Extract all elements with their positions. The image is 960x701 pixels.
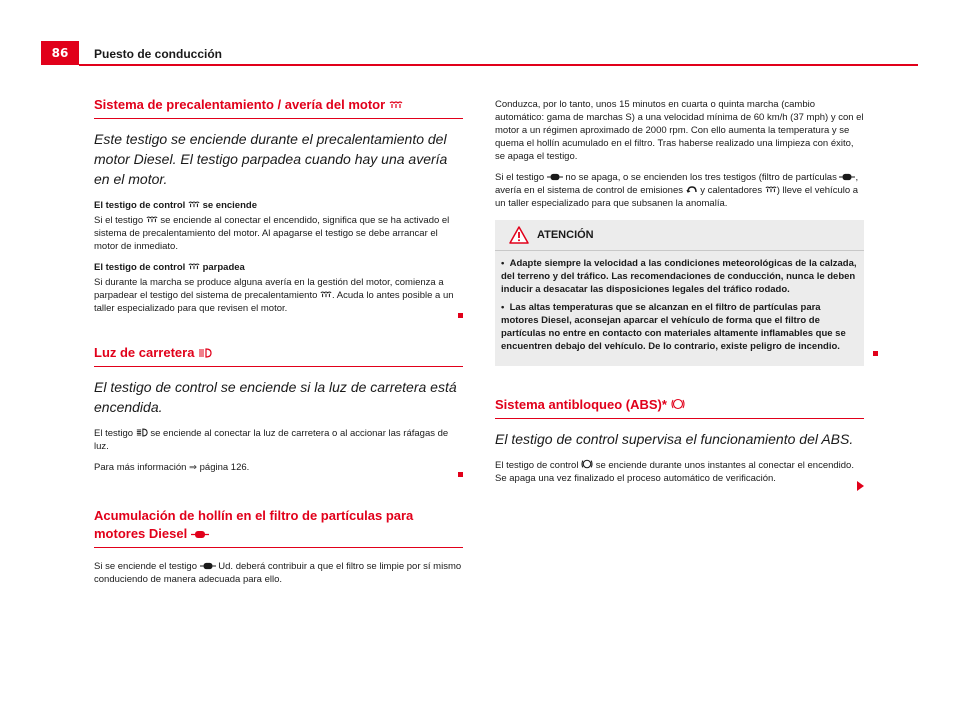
section-heading-highbeam bbox=[94, 344, 463, 367]
paragraph: Si el testigo se enciende al conectar el encendido, significa que se ha activado el sistema de precalentamiento del motor. Al apagarse el testigo se debe arrancar el motor de inmediato. bbox=[94, 215, 450, 252]
paragraph: Si se enciende el testigo Ud. deberá contribuir a que el filtro se limpie por sí mismo conduciendo de manera adecuada para ello. bbox=[94, 561, 462, 585]
section-lead: El testigo de control se enciende si la luz de carretera está encendida. bbox=[94, 379, 457, 415]
left-column bbox=[94, 96, 463, 594]
header-rule bbox=[79, 64, 918, 66]
paragraph: Si durante la marcha se produce alguna avería en la gestión del motor, comienza a parpadear el testigo del sistema de precalentamiento . Acuda lo antes posible a un taller especializado para que revisen el motor. bbox=[94, 277, 454, 314]
section-lead: Este testigo se enciende durante el precalentamiento del motor Diesel. El testigo parpadea cuando hay una avería en el motor. bbox=[94, 131, 448, 187]
glow-plug-icon bbox=[188, 201, 200, 209]
abs-icon bbox=[671, 398, 685, 410]
section-heading-glow bbox=[94, 96, 463, 119]
emissions-icon bbox=[686, 185, 698, 194]
glow-plug-icon bbox=[389, 101, 403, 110]
warning-item: • Adapte siempre la velocidad a las condiciones meteorológicas de la calzada, del terreno y del tráfico. Las recomendaciones de conducción, nunca le deben inducir a desacatar las disposiciones legales del tráfico rodado. bbox=[501, 258, 857, 295]
warning-box bbox=[495, 220, 864, 366]
particle-filter-icon bbox=[191, 530, 209, 539]
chapter-title: Puesto de conducción bbox=[94, 47, 223, 61]
section-end-mark bbox=[873, 351, 878, 356]
glow-plug-icon bbox=[765, 186, 777, 194]
section-title: Sistema antibloqueo (ABS)* bbox=[495, 397, 667, 412]
subheading: El testigo de control se enciende bbox=[94, 200, 257, 211]
high-beam-icon bbox=[198, 348, 212, 358]
particle-filter-icon bbox=[200, 562, 216, 570]
paragraph: Conduzca, por lo tanto, unos 15 minutos en cuarta o quinta marcha (cambio automático: gama de marchas S) a una velocidad mínima de 60 km/h (37 mph) y con el motor a un régimen aproximado de 2000 rpm. Con ello aumenta la temperatura y se quema el hollín acumulado en el filtro. Tras haberse realizado una limpieza con éxito, se apaga el testigo. bbox=[495, 99, 864, 162]
glow-plug-icon bbox=[188, 263, 200, 271]
warning-triangle-icon bbox=[509, 226, 529, 244]
continue-arrow-icon[interactable] bbox=[857, 481, 864, 491]
section-title: Luz de carretera bbox=[94, 345, 195, 360]
paragraph: El testigo se enciende al conectar la luz de carretera o al accionar las ráfagas de luz. bbox=[94, 428, 449, 452]
glow-plug-icon bbox=[320, 291, 332, 299]
warning-title: ATENCIÓN bbox=[537, 229, 594, 241]
particle-filter-icon bbox=[839, 173, 855, 181]
section-title: Acumulación de hollín en el filtro de partículas para motores Diesel bbox=[94, 508, 414, 541]
subheading: El testigo de control parpadea bbox=[94, 262, 245, 273]
warning-item: • Las altas temperaturas que se alcanzan en el filtro de partículas para motores Diesel, aconsejan aparcar el vehículo de forma que el filtro de partículas no entre en contacto con materiales altamente inflamables que se encuentren debajo del vehículo. De lo contrario, existe peligro de incendio. bbox=[501, 302, 846, 352]
section-end-mark bbox=[458, 472, 463, 477]
cross-reference[interactable]: Para más información ⇒ página 126. bbox=[94, 462, 250, 473]
section-lead: El testigo de control supervisa el funcionamiento del ABS. bbox=[495, 431, 854, 447]
glow-plug-icon bbox=[146, 216, 158, 224]
high-beam-icon bbox=[136, 428, 148, 437]
section-end-mark bbox=[458, 313, 463, 318]
particle-filter-icon bbox=[547, 173, 563, 181]
section-heading-dpf bbox=[94, 507, 463, 548]
paragraph: El testigo de control se enciende durante unos instantes al conectar el encendido. Se apaga una vez finalizado el proceso automático de verificación. bbox=[495, 460, 854, 484]
paragraph: Si el testigo no se apaga, o se encienden los tres testigos (filtro de partículas , avería en el sistema de control de emisiones y calentadores ) lleve el vehículo a un taller especializado para que subsanen la anomalía. bbox=[495, 172, 859, 209]
right-column bbox=[495, 98, 864, 491]
page-number: 86 bbox=[41, 41, 79, 65]
section-heading-abs bbox=[495, 396, 864, 419]
section-title: Sistema de precalentamiento / avería del motor bbox=[94, 97, 386, 112]
warning-header bbox=[495, 220, 864, 251]
abs-icon bbox=[581, 459, 593, 469]
